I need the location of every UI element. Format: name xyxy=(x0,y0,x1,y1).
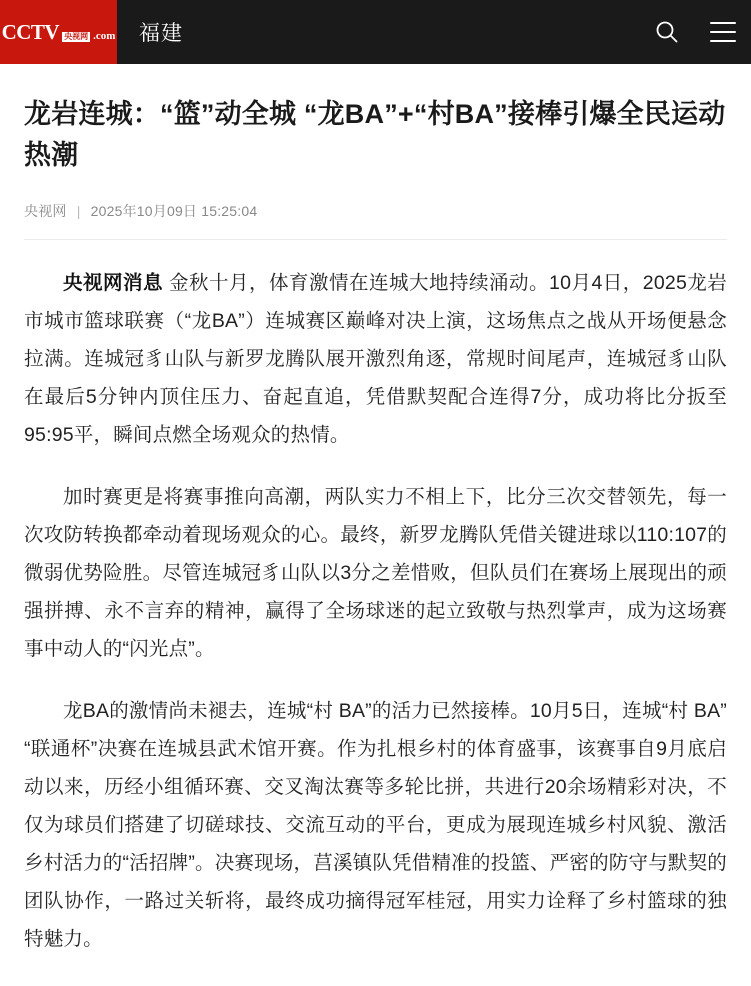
cctv-logo-inner xyxy=(1,19,116,44)
hamburger-line-2 xyxy=(710,31,736,33)
paragraph-3: 龙BA的激情尚未褪去，连城“村 BA”的活力已然接棒。10月5日，连城“村 BA”“联通杯”决赛在连城县武术馆开赛。作为扎根乡村的体育盛事，该赛事自9月底启动以来，历经小组循环赛、交叉淘汰赛等多轮比拼，共进行20余场精彩对决，不仅为球员们搭建了切磋球技、交流互动的平台，更成为展现连城乡村风貌、激活乡村活力的“活招牌”。决赛现场，莒溪镇队凭借精准的投篮、严密的防守与默契的团队协作，一路过关斩将，最终成功摘得冠军桂冠，用实力诠释了乡村篮球的独特魅力。 xyxy=(24,700,727,951)
paragraph-1 xyxy=(24,264,727,454)
article-timestamp: 2025年10月09日 15:25:04 xyxy=(90,203,258,219)
cctv-logo-text: CCTV xyxy=(1,19,60,44)
paragraph-1-text: 金秋十月，体育激情在连城大地持续涌动。10月4日，2025龙岩市城市篮球联赛（“龙BA”）连城赛区巅峰对决上演，这场焦点之战从开场便悬念拉满。连城冠豸山队与新罗龙腾队展开激烈角逐，常规时间尾声，连城冠豸山队在最后5分钟内顶住压力、奋起直追，凭借默契配合连得7分，成功将比分扳至95:95平，瞬间点燃全场观众的热情。 xyxy=(24,272,727,447)
hamburger-line-3 xyxy=(710,40,736,42)
channel-label[interactable]: 福建 xyxy=(139,22,183,45)
article-container xyxy=(0,94,751,958)
header-actions xyxy=(639,0,751,64)
cctv-logo[interactable] xyxy=(0,0,117,64)
cctv-logo-badge-text: 央视网 xyxy=(64,31,89,41)
search-icon xyxy=(654,19,680,45)
page-title: 龙岩连城：“篮”动全城 “龙BA”+“村BA”接棒引爆全民运动热潮 xyxy=(24,99,726,170)
meta-separator xyxy=(24,239,727,240)
article-body xyxy=(24,264,727,958)
cctv-logo-badge xyxy=(62,32,90,42)
article-meta xyxy=(24,201,727,221)
menu-button[interactable] xyxy=(695,0,751,64)
hamburger-line-1 xyxy=(710,22,736,24)
hamburger-menu-icon xyxy=(710,22,736,42)
meta-divider: | xyxy=(76,203,81,219)
paragraph-2: 加时赛更是将赛事推向高潮，两队实力不相上下，比分三次交替领先，每一次攻防转换都牵动着现场观众的心。最终，新罗龙腾队凭借关键进球以110:107的微弱优势险胜。尽管连城冠豸山队以3分之差惜败，但队员们在赛场上展现出的顽强拼搏、永不言弃的精神，赢得了全场球迷的起立致敬与热烈掌声，成为这场赛事中动人的“闪光点”。 xyxy=(24,486,727,661)
search-button[interactable] xyxy=(639,0,695,64)
lede-label: 央视网消息 xyxy=(63,272,164,294)
article-source: 央视网 xyxy=(24,203,67,219)
site-header xyxy=(0,0,751,64)
cctv-logo-domain: .com xyxy=(93,29,116,42)
